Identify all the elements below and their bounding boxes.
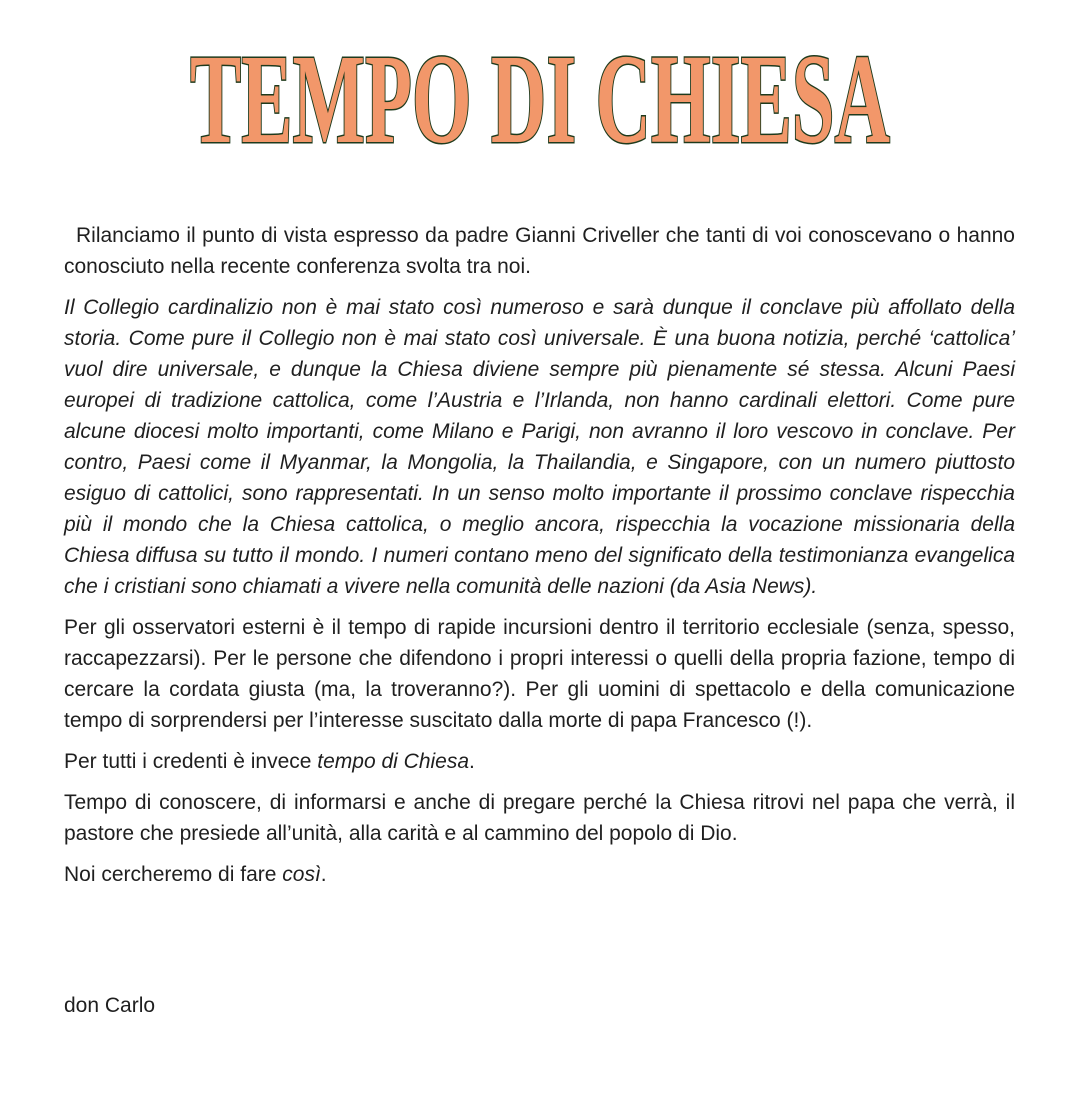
quote-paragraph: Il Collegio cardinalizio non è mai stato così numeroso e sarà dunque il conclave più affollato della storia. Come pure il Collegio non è mai stato così universale. È una buona notizia, perché ‘cattolica’ vuol dire universale, e dunque la Chiesa diviene sempre più pienamente sé stessa. Alcuni Paesi europei di tradizione cattolica, come l’Austria e l’Irlanda, non hanno cardinali elettori. Come pure alcune diocesi molto importanti, come Milano e Parigi, non avranno il loro vescovo in conclave. Per contro, Paesi come il Myanmar, la Mongolia, la Thailandia, e Singapore, con un numero piuttosto esiguo di cattolici, sono rappresentati. In un senso molto importante il prossimo conclave rispecchia più il mondo che la Chiesa cattolica, o meglio ancora, rispecchia la vocazione missionaria della Chiesa diffusa su tutto il mondo. I numeri contano meno del significato della testimonianza evangelica che i cristiani sono chiamati a vivere nella comunità delle nazioni (da Asia News). [64, 296, 1015, 598]
signature: don Carlo [64, 994, 156, 1017]
article-body [64, 220, 1015, 900]
knowing-paragraph: Tempo di conoscere, di informarsi e anche di pregare perché la Chiesa ritrovi nel papa che verrà, il pastore che presiede all’unità, alla carità e al cammino del popolo di Dio. [64, 791, 1015, 845]
page-title [0, 30, 1080, 160]
believers-text: Per tutti i credenti è invece [64, 750, 318, 773]
believers-paragraph [64, 746, 1015, 777]
closing-paragraph [64, 859, 1015, 890]
believers-emphasis: tempo di Chiesa [317, 750, 470, 773]
closing-text: Noi cercheremo di fare [64, 863, 283, 886]
observers-paragraph: Per gli osservatori esterni è il tempo di rapide incursioni dentro il territorio ecclesiale (senza, spesso, raccapezzarsi). Per le persone che difendono i propri interessi o quelli della propria fazione, tempo di cercare la cordata giusta (ma, la troveranno?). Per gli uomini di spettacolo e della comunicazione tempo di sorprendersi per l’interesse suscitato dalla morte di papa Francesco (!). [64, 616, 1015, 732]
closing-end: . [320, 863, 327, 886]
intro-paragraph: Rilanciamo il punto di vista espresso da padre Gianni Criveller che tanti di voi conoscevano o hanno conosciuto nella recente conferenza svolta tra noi. [64, 224, 1015, 278]
title-graphic [160, 30, 920, 160]
believers-end: . [469, 750, 475, 773]
title-text: TEMPO DI CHIESA [190, 30, 890, 160]
closing-emphasis: così [282, 863, 321, 886]
